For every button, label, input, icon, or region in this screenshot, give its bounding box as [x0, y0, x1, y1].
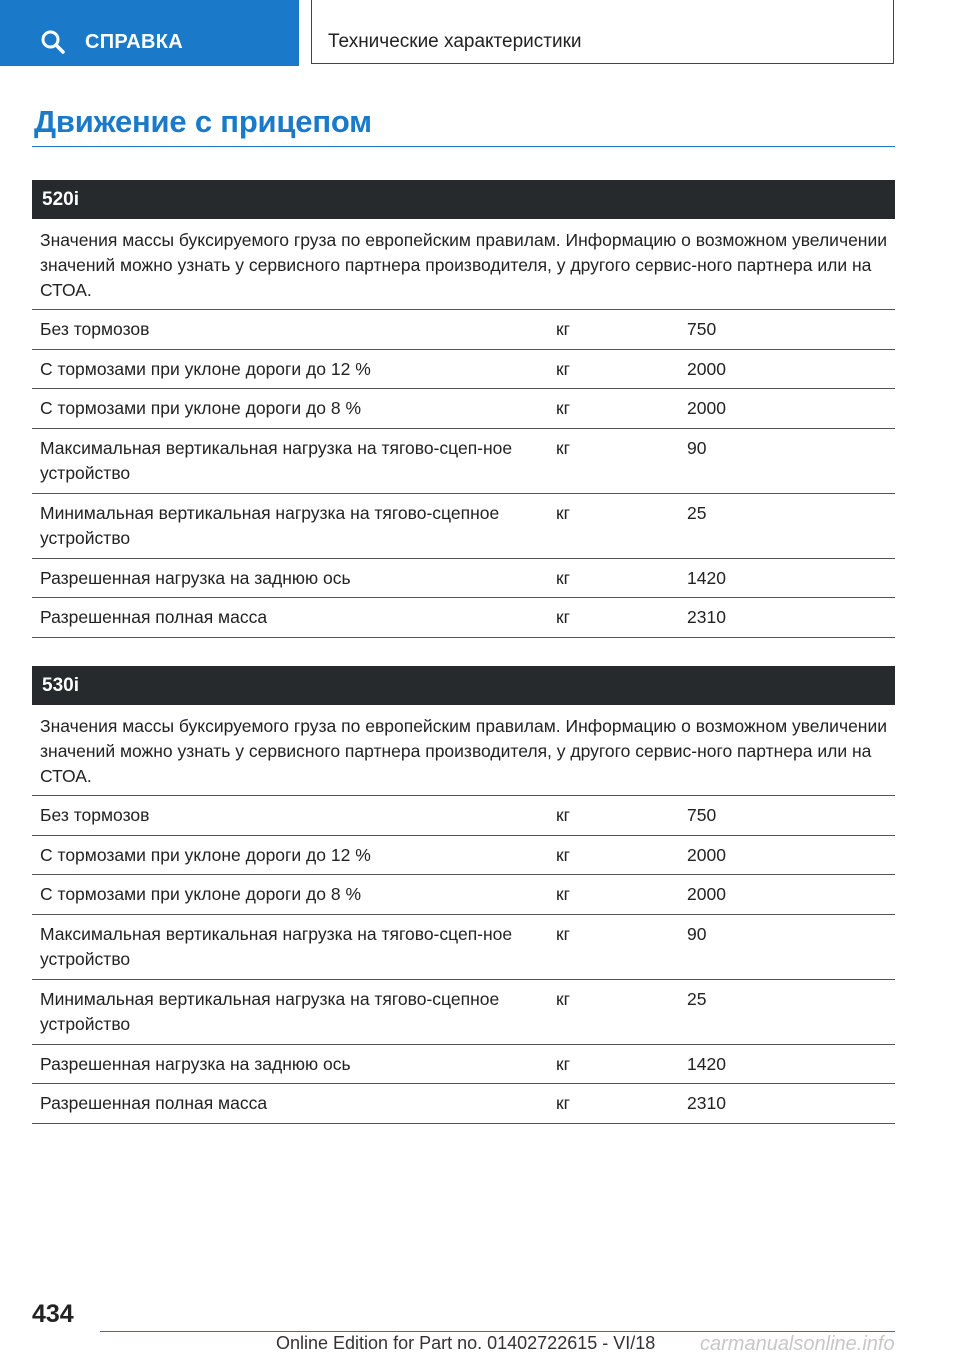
row-label: Минимальная вертикальная нагрузка на тягово-сцепное устройство — [40, 502, 500, 548]
row-label: Максимальная вертикальная нагрузка на тягово-сцеп-ное устройство — [40, 437, 513, 483]
row-value: 2310 — [687, 607, 726, 627]
row-value: 2000 — [687, 358, 726, 379]
row-unit: кг — [556, 607, 571, 627]
table-row — [32, 875, 895, 915]
row-label: С тормозами при уклоне дороги до 12 % — [40, 358, 371, 379]
table-row — [32, 494, 895, 559]
title-divider — [32, 146, 895, 147]
table-row — [32, 836, 895, 876]
spec-table-530i — [32, 666, 895, 1124]
row-label: Минимальная вертикальная нагрузка на тягово-сцепное устройство — [40, 988, 500, 1034]
page-title: Движение с прицепом — [34, 104, 372, 139]
row-unit: кг — [556, 1053, 571, 1074]
row-value: 2000 — [687, 398, 726, 418]
row-unit: кг — [556, 358, 571, 379]
watermark: carmanualsonline.info — [700, 1333, 895, 1355]
table-row — [32, 598, 895, 638]
section-title-box — [311, 0, 894, 64]
row-label: Разрешенная полная масса — [40, 1093, 268, 1113]
header — [0, 0, 960, 66]
row-unit: кг — [556, 805, 571, 825]
table-row — [32, 389, 895, 429]
table-note: Значения массы буксируемого груза по европейским правилам. Информацию о возможном увеличении значений можно узнать у сервисного партнера производителя, у другого сервис-ного партнера или на СТОА. — [32, 705, 895, 796]
row-unit: кг — [556, 844, 571, 865]
row-value: 750 — [687, 805, 717, 825]
table-row — [32, 1045, 895, 1085]
row-value: 2310 — [687, 1093, 726, 1113]
table-row — [32, 915, 895, 980]
row-value: 2000 — [687, 844, 726, 865]
row-value: 90 — [687, 437, 707, 458]
row-unit: кг — [556, 502, 571, 523]
spec-table-520i — [32, 180, 895, 638]
footer-divider — [100, 1331, 895, 1332]
row-value: 750 — [687, 319, 717, 339]
page-number: 434 — [32, 1300, 74, 1328]
table-row — [32, 796, 895, 836]
row-value: 90 — [687, 923, 707, 944]
row-unit: кг — [556, 319, 571, 339]
table-note: Значения массы буксируемого груза по европейским правилам. Информацию о возможном увеличении значений можно узнать у сервисного партнера производителя, у другого сервис-ного партнера или на СТОА. — [32, 219, 895, 310]
help-label: СПРАВКА — [85, 31, 184, 53]
table-row — [32, 980, 895, 1045]
row-unit: кг — [556, 988, 571, 1009]
row-unit: кг — [556, 567, 571, 588]
row-value: 25 — [687, 502, 707, 523]
row-unit: кг — [556, 437, 571, 458]
table-row — [32, 429, 895, 494]
table-row — [32, 310, 895, 350]
row-label: Максимальная вертикальная нагрузка на тягово-сцеп-ное устройство — [40, 923, 513, 969]
row-value: 2000 — [687, 884, 726, 904]
search-icon — [40, 29, 66, 55]
row-value: 1420 — [687, 1053, 726, 1074]
table-row — [32, 350, 895, 390]
section-label: Технические характеристики — [328, 31, 582, 52]
model-header: 530i — [32, 666, 895, 705]
row-label: Разрешенная нагрузка на заднюю ось — [40, 1053, 351, 1074]
model-header: 520i — [32, 180, 895, 219]
row-label: С тормозами при уклоне дороги до 12 % — [40, 844, 371, 865]
row-unit: кг — [556, 398, 571, 418]
row-label: С тормозами при уклоне дороги до 8 % — [40, 398, 362, 418]
row-label: Разрешенная нагрузка на заднюю ось — [40, 567, 351, 588]
row-value: 25 — [687, 988, 707, 1009]
table-row — [32, 1084, 895, 1124]
help-tab[interactable] — [0, 0, 299, 66]
row-unit: кг — [556, 1093, 571, 1113]
row-unit: кг — [556, 923, 571, 944]
row-label: Без тормозов — [40, 805, 150, 825]
table-row — [32, 559, 895, 599]
row-label: Разрешенная полная масса — [40, 607, 268, 627]
edition-info: Online Edition for Part no. 01402722615 - VI/18 — [276, 1333, 656, 1353]
row-value: 1420 — [687, 567, 726, 588]
row-unit: кг — [556, 884, 571, 904]
row-label: С тормозами при уклоне дороги до 8 % — [40, 884, 362, 904]
row-label: Без тормозов — [40, 319, 150, 339]
